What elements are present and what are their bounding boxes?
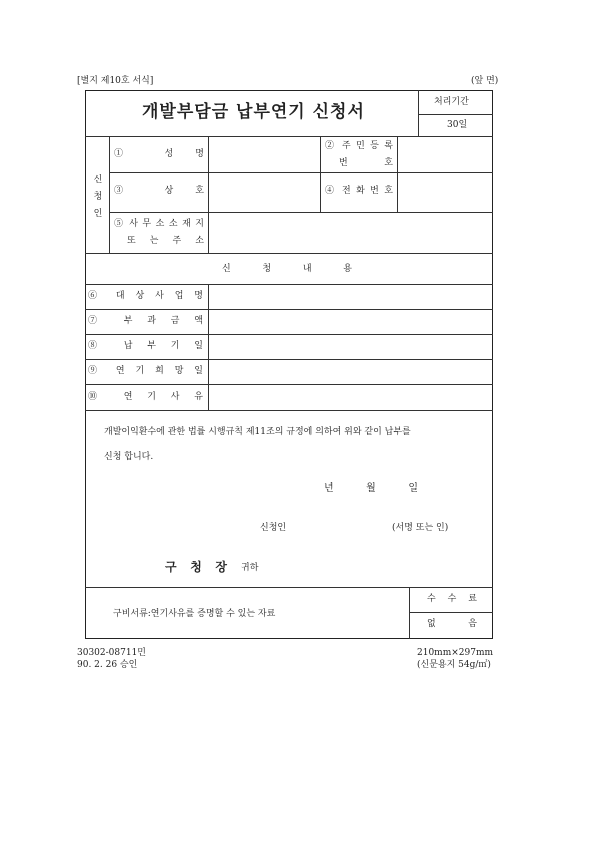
desired-deferral-date-field[interactable] [209,360,493,384]
request-content-header: 신 청 내 용 [222,264,352,274]
resident-number-field[interactable] [398,137,493,172]
business-name-field[interactable] [209,173,320,212]
levy-amount-label: ⑦ 부 과 금 액 [88,316,203,326]
fee-value: 없 음 [427,619,477,629]
phone-field[interactable] [398,173,493,212]
addressee-name: 구 청 장 [165,560,227,574]
address-label: ⑤ 사 무 소 소 재 지 [114,219,204,229]
address-label-line2: 또 는 주 소 [127,236,204,246]
phone-label: ④ 전 화 번 호 [325,186,393,196]
resident-number-label-line2: 번 호 [339,158,393,168]
processing-period-value: 30일 [447,120,468,130]
due-date-label: ⑧ 납 부 기 일 [88,341,203,351]
form-number-label: [별지 제10호 서식] [77,76,154,86]
desired-deferral-date-label: ⑨ 연 기 희 망 일 [88,366,203,376]
processing-period-label: 처리기간 [434,97,469,107]
applicant-signature-label: 신청인 [260,523,287,533]
applicant-name-field[interactable] [292,518,382,536]
statement-line-1: 개발이익환수에 관한 법률 시행규칙 제11조의 규정에 의하여 위와 같이 납부를 [104,427,411,437]
fee-label: 수 수 료 [427,594,477,604]
statement-line-2: 신청 합니다. [104,452,154,462]
required-documents-label: 구비서류:연기사유를 증명할 수 있는 자료 [113,609,276,619]
addressee-suffix: 귀하 [241,563,259,573]
project-name-field[interactable] [209,285,493,309]
deferral-reason-field[interactable] [209,385,493,410]
due-date-field[interactable] [209,335,493,359]
applicant-group-label: 신청인 [93,175,103,219]
footer-paper-type: (신문용지 54g/㎡) [417,660,491,670]
business-name-label: ③ 상 호 [114,186,204,196]
form-title: 개발부담금 납부연기 신청서 [142,102,365,122]
name-label: ① 성 명 [114,149,204,159]
resident-number-label: ② 주 민 등 록 [325,141,393,151]
project-name-label: ⑥ 대 상 사 업 명 [88,291,203,301]
levy-amount-field[interactable] [209,310,493,334]
footer-paper-size: 210mm×297mm [417,648,494,658]
footer-approval-number: 30302-08711민 [77,648,146,658]
footer-approval-date: 90. 2. 26 승인 [77,660,138,670]
deferral-reason-label: ⑩ 연 기 사 유 [88,392,203,402]
address-field[interactable] [209,213,493,253]
date-line: 년 월 일 [324,483,418,494]
signature-or-seal-label: (서명 또는 인) [392,523,449,533]
name-field[interactable] [209,137,320,172]
page-side-label: (앞 면) [471,76,499,86]
